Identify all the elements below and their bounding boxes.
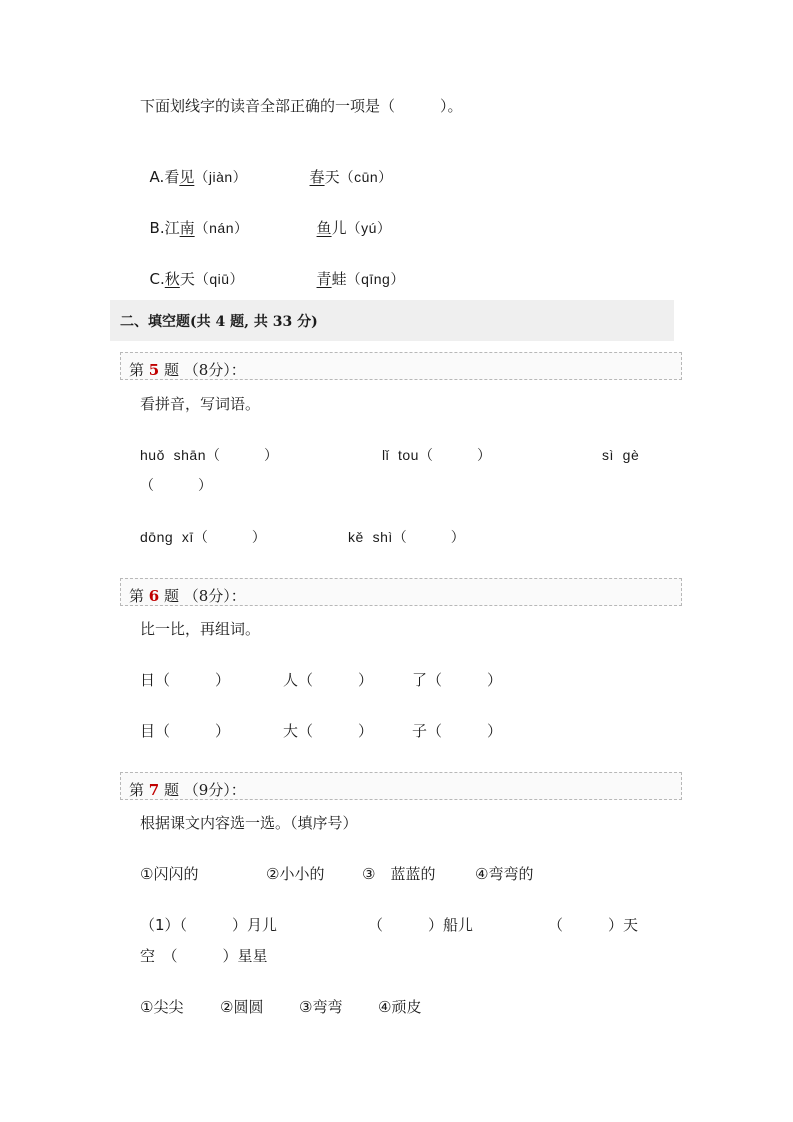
word-char: 蛙 [331,270,347,288]
underlined-char: 见 [179,168,195,186]
question-number: 6 [148,587,160,605]
section-title: 二、填空题(共 4 题, 共 33 分) [120,314,318,330]
q5-item: sì gè [602,447,640,463]
pinyin: （qiū） [194,271,245,287]
q4-option-b-word2 [307,198,391,238]
q7-stem: 根据课文内容选一选。（填序号） [140,814,358,832]
q6-item: 子（ ） [412,722,503,740]
option-label: A. [149,168,165,186]
q6-item: 了（ ） [412,671,503,689]
pinyin: （qīng） [346,271,405,287]
q7-choice: ④顽皮 [378,998,422,1016]
question-number: 7 [148,781,160,799]
option-label: B. [149,219,165,237]
q7-choice: ②小小的 [266,865,325,883]
q7-choice: ②圆圆 [220,998,264,1016]
word-char: 儿 [331,219,347,237]
question-heading: 第 6 题 （8分）： [129,587,246,605]
q6-item: 目（ ） [140,722,231,740]
q4-stem: 下面划线字的读音全部正确的一项是（ ）。 [140,97,463,115]
pinyin: （jiàn） [194,169,248,185]
q7-choice: ①闪闪的 [140,865,199,883]
q4-option-b [140,198,249,238]
underlined-char: 秋 [164,270,180,288]
q5-item-blank: （ ） [140,477,213,493]
q5-stem: 看拼音，写词语。 [140,395,261,413]
underlined-char: 南 [179,219,195,237]
word-char: 看 [164,168,180,186]
option-label: C. [149,270,165,288]
q5-item: dōng xī（ ） [140,529,267,545]
q7-blank: 空 （ ）星星 [140,947,268,965]
q7-choice: ④弯弯的 [475,865,534,883]
q7-choice: ③弯弯 [299,998,343,1016]
underlined-char: 春 [309,168,325,186]
word-char: 江 [164,219,180,237]
section-header [110,300,674,341]
question-header-6 [120,578,682,606]
q7-blank: （ ）船儿 [368,916,474,934]
word-char: 天 [324,168,340,186]
underlined-char: 鱼 [316,219,332,237]
q5-item: huǒ shān（ ） [140,447,279,463]
q6-item: 人（ ） [283,671,374,689]
q7-choice: ③ 蓝蓝的 [362,865,436,883]
q4-option-c [140,249,244,289]
q4-option-c-word2 [307,249,405,289]
pinyin: （nán） [194,220,249,236]
question-number: 5 [148,361,160,379]
question-heading: 第 7 题 （9分）： [129,781,246,799]
underlined-char: 青 [316,270,332,288]
q7-blank: （1）（ ）月儿 [140,916,278,934]
q6-item: 大（ ） [283,722,374,740]
q7-blank: （ ）天 [548,916,639,934]
pinyin: （yú） [346,220,392,236]
q6-item: 日（ ） [140,671,231,689]
q5-item: lǐ tou（ ） [382,447,492,463]
q6-stem: 比一比，再组词。 [140,620,261,638]
word-char: 天 [179,270,195,288]
question-heading: 第 5 题 （8分）： [129,361,246,379]
question-header-7 [120,772,682,800]
q4-option-a-word2 [300,147,393,187]
q4-option-a [140,147,247,187]
q7-choice: ①尖尖 [140,998,184,1016]
pinyin: （cūn） [339,169,393,185]
q5-item: kě shì（ ） [348,529,466,545]
question-header-5 [120,352,682,380]
